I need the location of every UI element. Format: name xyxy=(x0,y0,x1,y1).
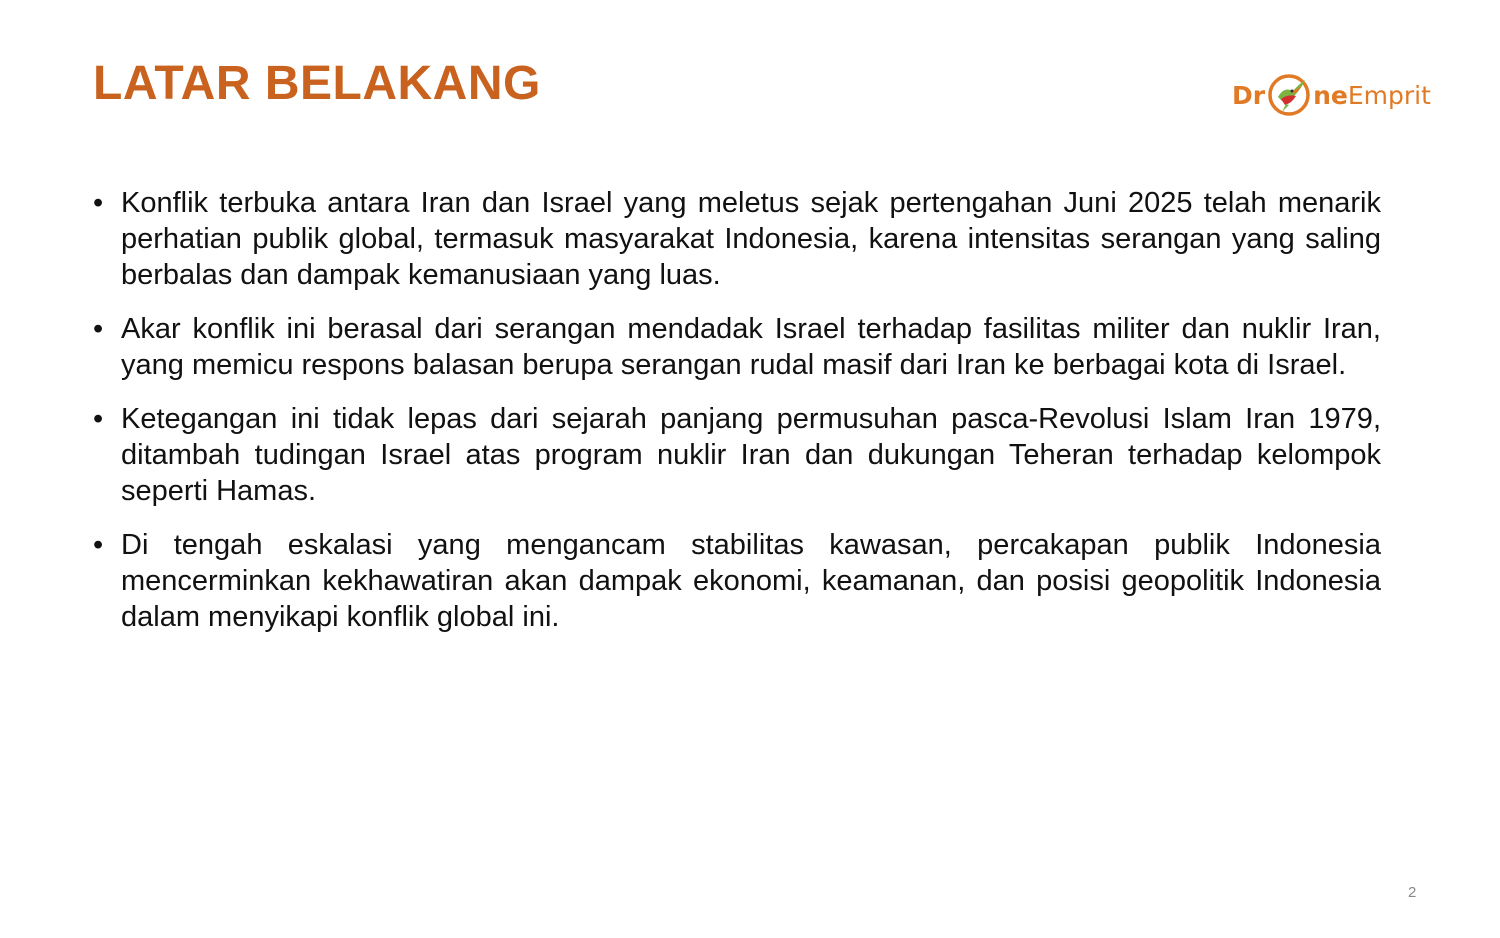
bullet-text: Konflik terbuka antara Iran dan Israel yang meletus sejak pertengahan Juni 2025 telah menarik perhatian publik global, termasuk masyarakat Indonesia, karena intensitas serangan yang saling berbalas dan dampak kemanusiaan yang luas. xyxy=(121,187,1381,291)
bullet-text: Akar konflik ini berasal dari serangan mendadak Israel terhadap fasilitas militer dan nuklir Iran, yang memicu respons balasan berupa serangan rudal masif dari Iran ke berbagai kota di Israel. xyxy=(121,313,1381,381)
bullet-dot: • xyxy=(93,313,104,345)
slide-title: LATAR BELAKANG xyxy=(93,57,541,110)
logo-text-ne: ne xyxy=(1313,80,1348,110)
hummingbird-drone-icon xyxy=(1266,72,1312,118)
bullet-item xyxy=(93,185,1381,293)
bullet-dot: • xyxy=(93,529,104,561)
bullet-text: Ketegangan ini tidak lepas dari sejarah panjang permusuhan pasca-Revolusi Islam Iran 1979, ditambah tudingan Israel atas program nuklir Iran dan dukungan Teheran terhadap kelompok seperti Hamas. xyxy=(121,403,1381,507)
bullet-list xyxy=(93,185,1381,653)
logo-text-dr: Dr xyxy=(1232,80,1266,110)
page-number: 2 xyxy=(1408,884,1417,901)
bullet-item xyxy=(93,311,1381,383)
bullet-item xyxy=(93,401,1381,509)
drone-emprit-logo xyxy=(1232,68,1431,122)
bullet-dot: • xyxy=(93,187,104,219)
bullet-dot: • xyxy=(93,403,104,435)
bullet-text: Di tengah eskalasi yang mengancam stabilitas kawasan, percakapan publik Indonesia mencerminkan kekhawatiran akan dampak ekonomi, keamanan, dan posisi geopolitik Indonesia dalam menyikapi konflik global ini. xyxy=(121,529,1381,633)
logo-text-emprit: Emprit xyxy=(1347,80,1431,110)
bullet-item xyxy=(93,527,1381,635)
